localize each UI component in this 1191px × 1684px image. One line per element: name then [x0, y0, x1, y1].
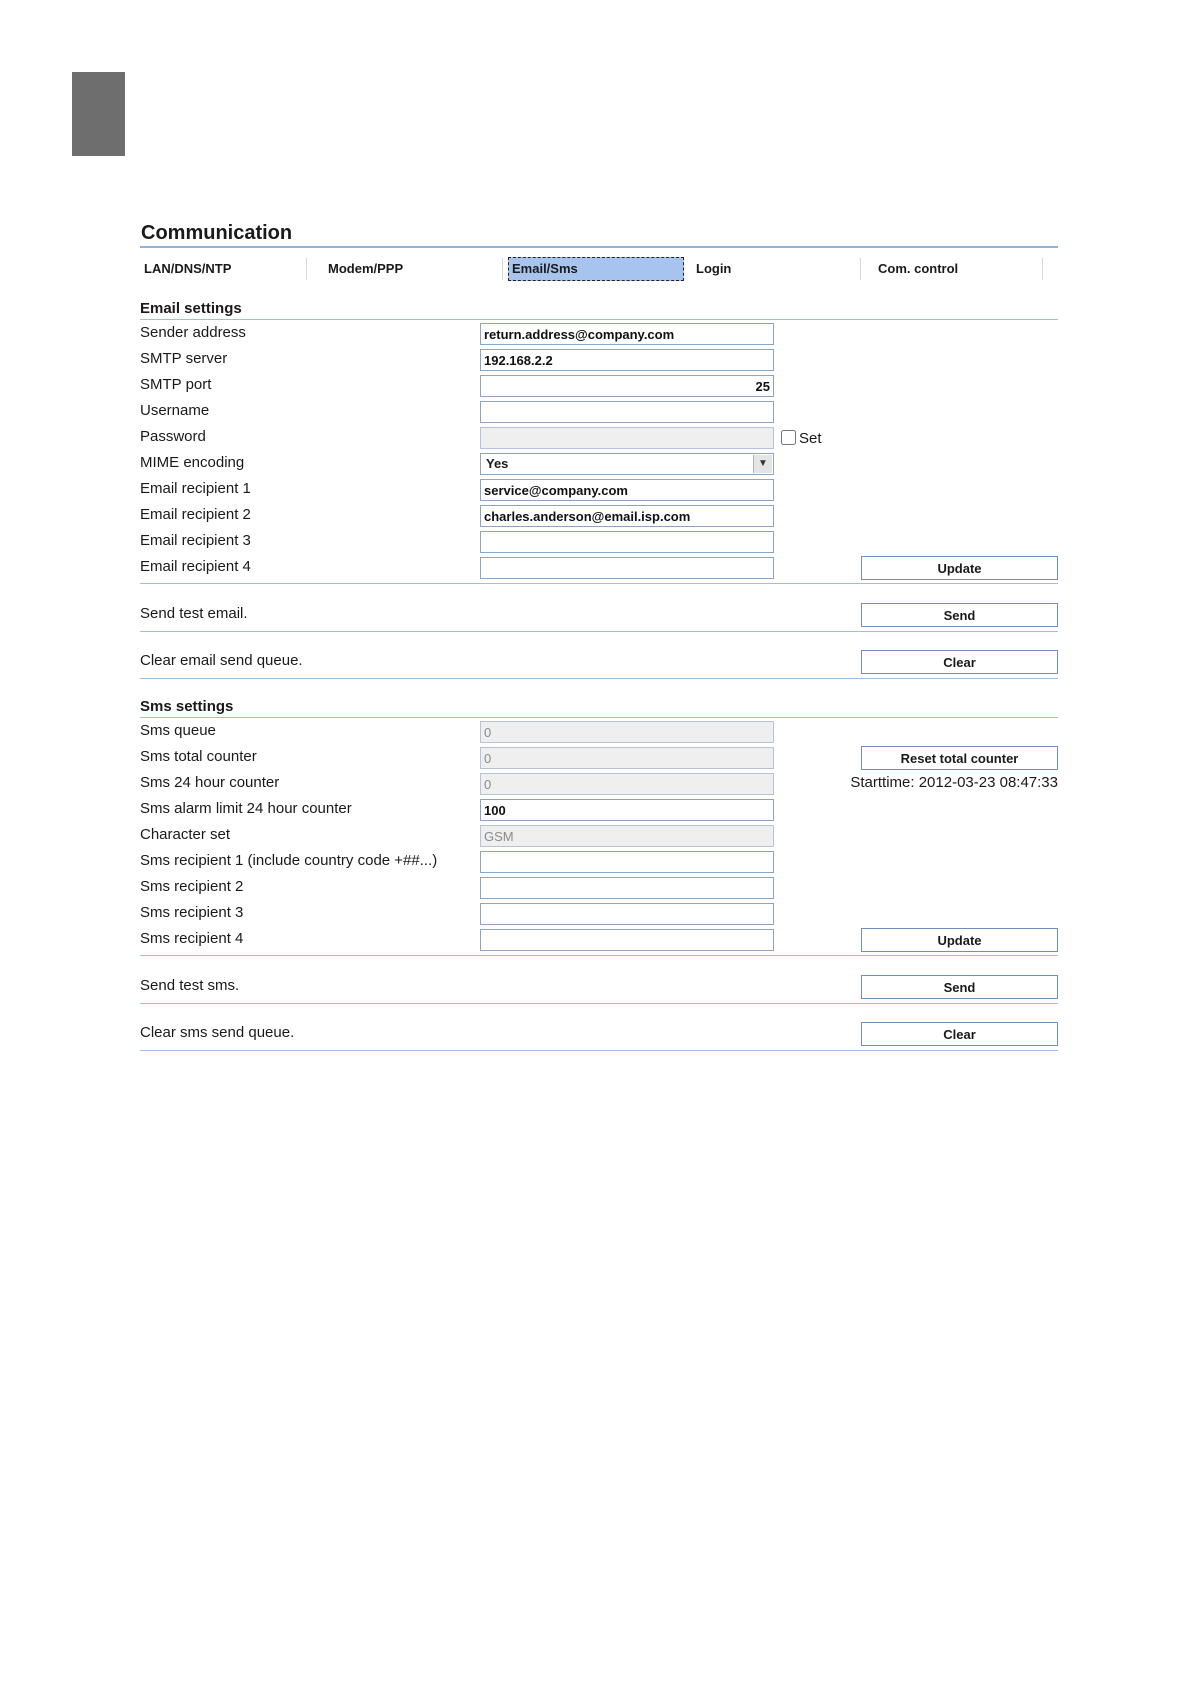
clear-sms-queue-label: Clear sms send queue.: [140, 1024, 295, 1041]
section-divider: [140, 1050, 1058, 1051]
tab-divider: [306, 258, 307, 280]
tab-email-sms[interactable]: Email/Sms: [508, 257, 684, 281]
mime-encoding-value: Yes: [486, 456, 509, 471]
email-recipient-3-input[interactable]: [480, 531, 774, 553]
smtp-server-input[interactable]: [480, 349, 774, 371]
sms-recipient-4-input[interactable]: [480, 929, 774, 951]
password-set-label: Set: [799, 430, 822, 447]
username-label: Username: [140, 402, 210, 419]
section-divider: [140, 631, 1058, 632]
character-set-input: [480, 825, 774, 847]
smtp-server-label: SMTP server: [140, 350, 228, 367]
password-input[interactable]: [480, 427, 774, 449]
email-recipient-3-label: Email recipient 3: [140, 532, 251, 549]
section-divider: [140, 1003, 1058, 1004]
starttime-text: Starttime: 2012-03-23 08:47:33: [850, 774, 1058, 791]
sms-recipient-1-label: Sms recipient 1 (include country code +##...): [140, 852, 438, 869]
sms-alarm-limit-label: Sms alarm limit 24 hour counter: [140, 800, 352, 817]
password-label: Password: [140, 428, 206, 445]
sms-recipient-4-label: Sms recipient 4: [140, 930, 244, 947]
email-update-button[interactable]: Update: [861, 556, 1058, 580]
sms-queue-input: [480, 721, 774, 743]
tab-bar: [140, 254, 1058, 288]
tab-divider: [860, 258, 861, 280]
sms-recipient-3-label: Sms recipient 3: [140, 904, 244, 921]
title-divider: [140, 246, 1058, 248]
clear-email-queue-label: Clear email send queue.: [140, 652, 303, 669]
tab-divider: [1042, 258, 1043, 280]
clear-email-queue-button[interactable]: Clear: [861, 650, 1058, 674]
tab-divider: [502, 258, 503, 280]
email-recipient-4-label: Email recipient 4: [140, 558, 251, 575]
sms-24h-counter-input: [480, 773, 774, 795]
sms-total-counter-label: Sms total counter: [140, 748, 257, 765]
sms-recipient-1-input[interactable]: [480, 851, 774, 873]
mime-encoding-label: MIME encoding: [140, 454, 245, 471]
tab-login[interactable]: Login: [696, 261, 732, 276]
email-recipient-1-input[interactable]: [480, 479, 774, 501]
section-divider: [140, 717, 1058, 718]
page-marker-block: [72, 72, 125, 156]
email-recipient-1-label: Email recipient 1: [140, 480, 251, 497]
sms-recipient-3-input[interactable]: [480, 903, 774, 925]
send-test-email-button[interactable]: Send: [861, 603, 1058, 627]
sms-alarm-limit-input[interactable]: [480, 799, 774, 821]
username-input[interactable]: [480, 401, 774, 423]
sms-queue-label: Sms queue: [140, 722, 216, 739]
chevron-down-icon[interactable]: ▼: [753, 455, 772, 473]
email-recipient-2-input[interactable]: [480, 505, 774, 527]
send-test-email-label: Send test email.: [140, 605, 248, 622]
section-divider: [140, 678, 1058, 679]
reset-total-counter-button[interactable]: Reset total counter: [861, 746, 1058, 770]
send-test-sms-label: Send test sms.: [140, 977, 240, 994]
email-recipient-2-label: Email recipient 2: [140, 506, 251, 523]
page-title: Communication: [141, 222, 293, 244]
communication-panel: [140, 220, 1058, 1068]
sms-total-counter-input: [480, 747, 774, 769]
sms-recipient-2-input[interactable]: [480, 877, 774, 899]
smtp-port-label: SMTP port: [140, 376, 212, 393]
email-recipient-4-input[interactable]: [480, 557, 774, 579]
sms-recipient-2-label: Sms recipient 2: [140, 878, 244, 895]
sender-address-label: Sender address: [140, 324, 246, 341]
password-set-checkbox-wrapper[interactable]: [781, 430, 822, 448]
sms-24h-counter-label: Sms 24 hour counter: [140, 774, 280, 791]
tab-com-control[interactable]: Com. control: [878, 261, 959, 276]
sender-address-input[interactable]: [480, 323, 774, 345]
tab-lan-dns-ntp[interactable]: LAN/DNS/NTP: [144, 261, 232, 276]
section-divider: [140, 583, 1058, 584]
sms-settings-title: Sms settings: [140, 698, 234, 715]
email-settings-title: Email settings: [140, 300, 242, 317]
section-divider: [140, 955, 1058, 956]
tab-modem-ppp[interactable]: Modem/PPP: [328, 261, 404, 276]
mime-encoding-select[interactable]: [480, 453, 774, 475]
character-set-label: Character set: [140, 826, 231, 843]
password-set-checkbox[interactable]: [781, 430, 796, 445]
section-divider: [140, 319, 1058, 320]
smtp-port-input[interactable]: [480, 375, 774, 397]
clear-sms-queue-button[interactable]: Clear: [861, 1022, 1058, 1046]
form-area: [140, 288, 1058, 1068]
send-test-sms-button[interactable]: Send: [861, 975, 1058, 999]
sms-update-button[interactable]: Update: [861, 928, 1058, 952]
